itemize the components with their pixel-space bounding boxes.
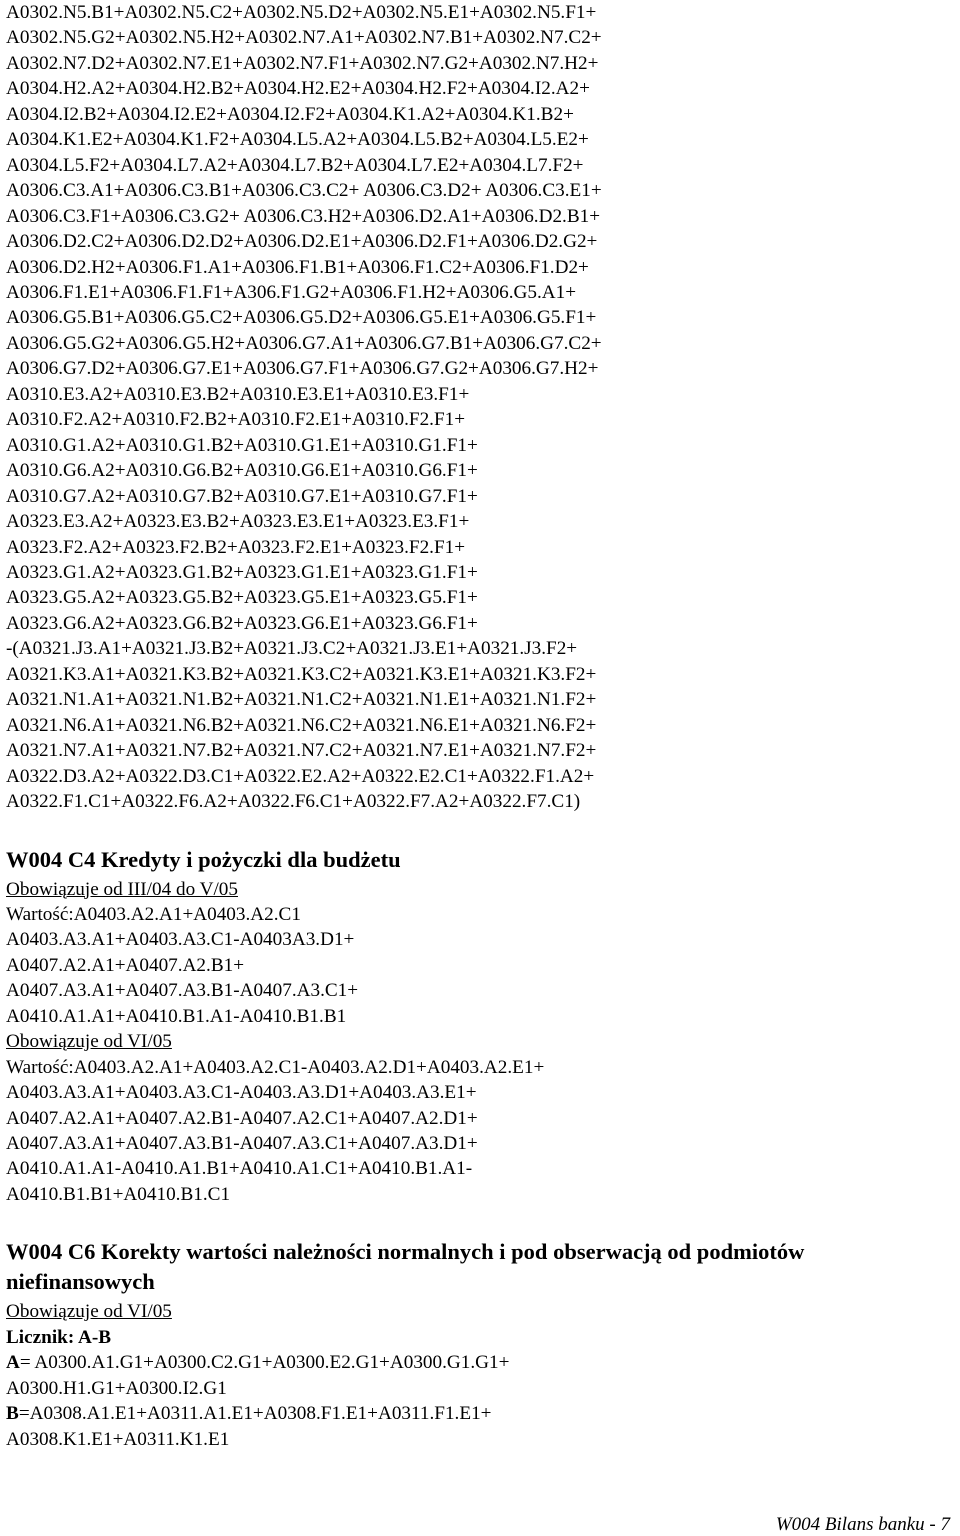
- formula-line: A0322.D3.A2+A0322.D3.C1+A0322.E2.A2+A0322.E2.C1+A0322.F1.A2+: [6, 765, 595, 787]
- formula-line: A0322.F1.C1+A0322.F6.A2+A0322.F6.C1+A0322.F7.A2+A0322.F7.C1): [6, 791, 581, 813]
- formula-line: A0306.D2.C2+A0306.D2.D2+A0306.D2.E1+A0306.D2.F1+A0306.D2.G2+: [6, 231, 598, 253]
- formula-line: A0310.G7.A2+A0310.G7.B2+A0310.G7.E1+A0310.G7.F1+: [6, 485, 478, 507]
- section-heading: W004 C4 Kredyty i pożyczki dla budżetu: [6, 846, 401, 872]
- formula-line: A0321.N6.A1+A0321.N6.B2+A0321.N6.C2+A0321.N6.E1+A0321.N6.F2+: [6, 714, 597, 736]
- formula-line: A0310.E3.A2+A0310.E3.B2+A0310.E3.E1+A0310.E3.F1+: [6, 383, 470, 405]
- section-heading: W004 C6 Korekty wartości należności normalnych i pod obserwacją od podmiotów niefinansowych: [6, 1239, 805, 1295]
- formula-line: A0323.G6.A2+A0323.G6.B2+A0323.G6.E1+A0323.G6.F1+: [6, 612, 478, 634]
- formula-line: A0323.G5.A2+A0323.G5.B2+A0323.G5.E1+A0323.G5.F1+: [6, 587, 478, 609]
- formula-line: A0302.N7.D2+A0302.N7.E1+A0302.N7.F1+A0302.N7.G2+A0302.N7.H2+: [6, 52, 599, 74]
- formula-line: A0306.G7.D2+A0306.G7.E1+A0306.G7.F1+A0306.G7.G2+A0306.G7.H2+: [6, 358, 599, 380]
- formula-line: A0310.G1.A2+A0310.G1.B2+A0310.G1.E1+A0310.G1.F1+: [6, 434, 478, 456]
- formula-line: A0410.B1.B1+A0410.B1.C1: [6, 1183, 231, 1205]
- formula-line: A0302.N5.G2+A0302.N5.H2+A0302.N7.A1+A0302.N7.B1+A0302.N7.C2+: [6, 27, 602, 49]
- formula-line: A0321.K3.A1+A0321.K3.B2+A0321.K3.C2+A0321.K3.E1+A0321.K3.F2+: [6, 663, 597, 685]
- formula-line: A0410.A1.A1-A0410.A1.B1+A0410.A1.C1+A0410.B1.A1-: [6, 1158, 473, 1180]
- formula-line: A0407.A2.A1+A0407.A2.B1-A0407.A2.C1+A0407.A2.D1+: [6, 1107, 478, 1129]
- formula-line: A0304.H2.A2+A0304.H2.B2+A0304.H2.E2+A0304.H2.F2+A0304.I2.A2+: [6, 78, 590, 100]
- formula-line: A0310.F2.A2+A0310.F2.B2+A0310.F2.E1+A0310.F2.F1+: [6, 409, 466, 431]
- a-key: A: [6, 1352, 20, 1374]
- b-value: =A0308.A1.E1+A0311.A1.E1+A0308.F1.E1+A0311.F1.E1+: [18, 1403, 492, 1425]
- formula-line: A0403.A3.A1+A0403.A3.C1-A0403.A3.D1+A0403.A3.E1+: [6, 1082, 477, 1104]
- formula-line: -(A0321.J3.A1+A0321.J3.B2+A0321.J3.C2+A0321.J3.E1+A0321.J3.F2+: [6, 638, 578, 660]
- formula-line: A0306.C3.A1+A0306.C3.B1+A0306.C3.C2+ A0306.C3.D2+ A0306.C3.E1+: [6, 180, 602, 202]
- formula-line: A0304.L5.F2+A0304.L7.A2+A0304.L7.B2+A0304.L7.E2+A0304.L7.F2+: [6, 154, 584, 176]
- formula-line: A0323.E3.A2+A0323.E3.B2+A0323.E3.E1+A0323.E3.F1+: [6, 511, 470, 533]
- formula-line: A0302.N5.B1+A0302.N5.C2+A0302.N5.D2+A0302.N5.E1+A0302.N5.F1+: [6, 2, 597, 23]
- numerator-label: Licznik: A-B: [6, 1326, 112, 1348]
- formula-line: A0300.H1.G1+A0300.I2.G1: [6, 1377, 227, 1399]
- validity-period-label: Obowiązuje od III/04 do V/05: [6, 878, 238, 900]
- validity-period-label: Obowiązuje od VI/05: [6, 1031, 172, 1053]
- value-formula-line: Wartość:A0403.A2.A1+A0403.A2.C1: [6, 903, 301, 925]
- section-c4: [6, 845, 954, 1208]
- formula-line: A0306.G5.B1+A0306.G5.C2+A0306.G5.D2+A0306.G5.E1+A0306.G5.F1+: [6, 307, 597, 329]
- formula-line: A0323.F2.A2+A0323.F2.B2+A0323.F2.E1+A0323.F2.F1+: [6, 536, 466, 558]
- formula-line: A0306.C3.F1+A0306.C3.G2+ A0306.C3.H2+A0306.D2.A1+A0306.D2.B1+: [6, 205, 601, 227]
- formula-line: A0306.G5.G2+A0306.G5.H2+A0306.G7.A1+A0306.G7.B1+A0306.G7.C2+: [6, 332, 602, 354]
- b-key: B: [6, 1403, 19, 1425]
- formula-line: A0407.A2.A1+A0407.A2.B1+: [6, 954, 245, 976]
- b-formula-line: [6, 1401, 954, 1426]
- a-formula-line: [6, 1350, 954, 1375]
- formula-line: A0306.F1.E1+A0306.F1.F1+A306.F1.G2+A0306.F1.H2+A0306.G5.A1+: [6, 281, 577, 303]
- value-formula-line: Wartość:A0403.A2.A1+A0403.A2.C1-A0403.A2.D1+A0403.A2.E1+: [6, 1056, 545, 1078]
- formula-line: A0310.G6.A2+A0310.G6.B2+A0310.G6.E1+A0310.G6.F1+: [6, 460, 478, 482]
- formula-line: A0403.A3.A1+A0403.A3.C1-A0403A3.D1+: [6, 929, 355, 951]
- section-c6: [6, 1237, 954, 1452]
- formula-line: A0306.D2.H2+A0306.F1.A1+A0306.F1.B1+A0306.F1.C2+A0306.F1.D2+: [6, 256, 589, 278]
- formula-line: A0308.K1.E1+A0311.K1.E1: [6, 1428, 230, 1450]
- formula-line: A0321.N7.A1+A0321.N7.B2+A0321.N7.C2+A0321.N7.E1+A0321.N7.F2+: [6, 740, 597, 762]
- a-value: = A0300.A1.G1+A0300.C2.G1+A0300.E2.G1+A0300.G1.G1+: [19, 1352, 510, 1374]
- formula-line: A0323.G1.A2+A0323.G1.B2+A0323.G1.E1+A0323.G1.F1+: [6, 561, 478, 583]
- formula-line: A0407.A3.A1+A0407.A3.B1-A0407.A3.C1+A0407.A3.D1+: [6, 1133, 478, 1155]
- formula-line: A0304.I2.B2+A0304.I2.E2+A0304.I2.F2+A0304.K1.A2+A0304.K1.B2+: [6, 103, 574, 125]
- formula-line: A0410.A1.A1+A0410.B1.A1-A0410.B1.B1: [6, 1005, 347, 1027]
- formula-line: A0321.N1.A1+A0321.N1.B2+A0321.N1.C2+A0321.N1.E1+A0321.N1.F2+: [6, 689, 597, 711]
- validity-period-label: Obowiązuje od VI/05: [6, 1301, 172, 1323]
- page-footer: W004 Bilans banku - 7: [775, 1514, 950, 1535]
- document-content: [6, 0, 954, 1452]
- formula-continuation-block: [6, 0, 954, 815]
- formula-line: A0304.K1.E2+A0304.K1.F2+A0304.L5.A2+A0304.L5.B2+A0304.L5.E2+: [6, 129, 589, 151]
- formula-line: A0407.A3.A1+A0407.A3.B1-A0407.A3.C1+: [6, 980, 359, 1002]
